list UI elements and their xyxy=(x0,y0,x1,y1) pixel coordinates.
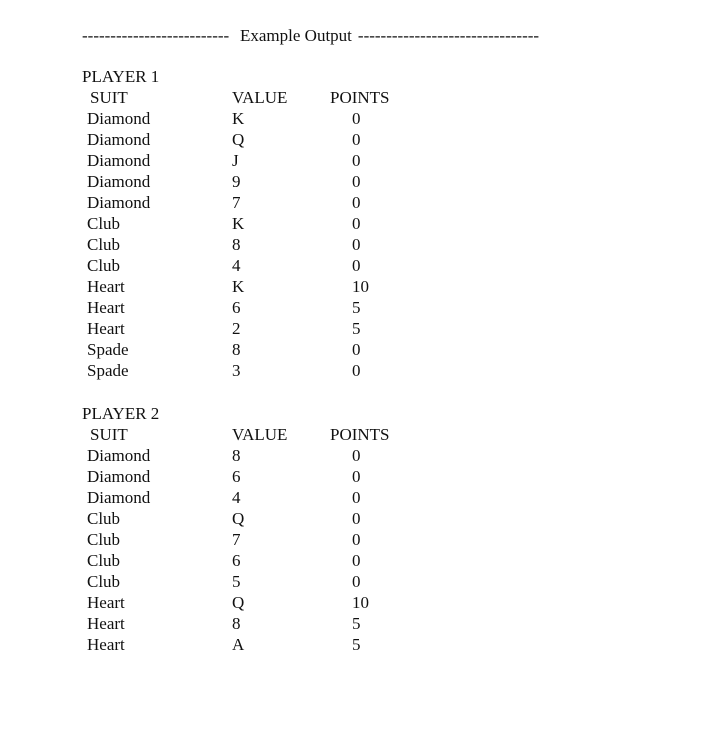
value-cell: 6 xyxy=(232,467,241,486)
example-output-banner xyxy=(82,25,582,47)
value-cell: K xyxy=(232,214,245,233)
player-2-section xyxy=(82,403,482,655)
table-row xyxy=(82,276,482,297)
suit-cell: Heart xyxy=(87,593,125,612)
value-cell: 5 xyxy=(232,572,241,591)
points-cell: 0 xyxy=(352,214,361,233)
value-cell: 7 xyxy=(232,530,241,549)
player-title: PLAYER 1 xyxy=(82,67,160,86)
card-rows xyxy=(82,445,482,655)
table-row xyxy=(82,171,482,192)
points-column-header: POINTS xyxy=(330,88,390,107)
points-cell: 0 xyxy=(352,488,361,507)
table-header-row xyxy=(82,424,482,445)
value-cell: 3 xyxy=(232,361,241,380)
value-cell: 8 xyxy=(232,446,241,465)
points-cell: 0 xyxy=(352,446,361,465)
table-row xyxy=(82,550,482,571)
suit-cell: Club xyxy=(87,530,121,549)
points-cell: 5 xyxy=(352,614,361,633)
value-column-header: VALUE xyxy=(232,425,288,444)
points-cell: 0 xyxy=(352,509,361,528)
value-cell: 8 xyxy=(232,340,241,359)
value-cell: 4 xyxy=(232,488,241,507)
table-row xyxy=(82,234,482,255)
points-cell: 0 xyxy=(352,193,361,212)
value-cell: K xyxy=(232,109,245,128)
table-row xyxy=(82,466,482,487)
value-column-header: VALUE xyxy=(232,88,288,107)
banner-right-dashes: -------------------------------- xyxy=(357,26,540,45)
value-cell: Q xyxy=(232,509,245,528)
player-title: PLAYER 2 xyxy=(82,404,160,423)
value-cell: A xyxy=(232,635,245,654)
banner-title: Example Output xyxy=(240,26,352,45)
value-cell: 7 xyxy=(232,193,241,212)
table-row xyxy=(82,445,482,466)
points-cell: 0 xyxy=(352,551,361,570)
table-row xyxy=(82,529,482,550)
value-cell: Q xyxy=(232,130,245,149)
card-rows xyxy=(82,108,482,381)
suit-cell: Club xyxy=(87,256,121,275)
points-cell: 0 xyxy=(352,572,361,591)
table-row xyxy=(82,318,482,339)
suit-cell: Club xyxy=(87,235,121,254)
suit-cell: Heart xyxy=(87,635,125,654)
value-cell: 6 xyxy=(232,551,241,570)
table-row xyxy=(82,613,482,634)
suit-cell: Diamond xyxy=(87,193,151,212)
value-cell: 8 xyxy=(232,235,241,254)
table-row xyxy=(82,571,482,592)
points-cell: 0 xyxy=(352,467,361,486)
points-cell: 0 xyxy=(352,256,361,275)
points-cell: 0 xyxy=(352,340,361,359)
suit-cell: Diamond xyxy=(87,446,151,465)
value-cell: 9 xyxy=(232,172,241,191)
points-cell: 10 xyxy=(352,593,369,612)
points-cell: 5 xyxy=(352,635,361,654)
table-row xyxy=(82,108,482,129)
suit-cell: Diamond xyxy=(87,130,151,149)
points-cell: 0 xyxy=(352,361,361,380)
suit-cell: Diamond xyxy=(87,467,151,486)
table-row xyxy=(82,592,482,613)
value-cell: Q xyxy=(232,593,245,612)
points-cell: 0 xyxy=(352,151,361,170)
suit-cell: Heart xyxy=(87,319,125,338)
banner-left-dashes: -------------------------- xyxy=(82,26,230,45)
value-cell: 2 xyxy=(232,319,241,338)
table-row xyxy=(82,339,482,360)
suit-cell: Heart xyxy=(87,614,125,633)
table-row xyxy=(82,192,482,213)
suit-cell: Club xyxy=(87,572,121,591)
suit-cell: Diamond xyxy=(87,109,151,128)
table-row xyxy=(82,150,482,171)
table-row xyxy=(82,297,482,318)
suit-cell: Diamond xyxy=(87,488,151,507)
table-row xyxy=(82,129,482,150)
suit-cell: Heart xyxy=(87,277,125,296)
points-cell: 5 xyxy=(352,298,361,317)
table-row xyxy=(82,487,482,508)
suit-cell: Diamond xyxy=(87,151,151,170)
points-column-header: POINTS xyxy=(330,425,390,444)
points-cell: 5 xyxy=(352,319,361,338)
suit-cell: Heart xyxy=(87,298,125,317)
table-row xyxy=(82,213,482,234)
suit-cell: Diamond xyxy=(87,172,151,191)
points-cell: 10 xyxy=(352,277,369,296)
value-cell: K xyxy=(232,277,245,296)
suit-cell: Club xyxy=(87,551,121,570)
value-cell: J xyxy=(232,151,239,170)
points-cell: 0 xyxy=(352,235,361,254)
suit-cell: Spade xyxy=(87,340,129,359)
points-cell: 0 xyxy=(352,530,361,549)
value-cell: 8 xyxy=(232,614,241,633)
value-cell: 4 xyxy=(232,256,241,275)
table-row xyxy=(82,634,482,655)
table-header-row xyxy=(82,87,482,108)
suit-column-header: SUIT xyxy=(90,425,128,444)
table-row xyxy=(82,255,482,276)
table-row xyxy=(82,508,482,529)
suit-column-header: SUIT xyxy=(90,88,128,107)
player-1-section xyxy=(82,66,482,381)
suit-cell: Club xyxy=(87,214,121,233)
points-cell: 0 xyxy=(352,130,361,149)
suit-cell: Spade xyxy=(87,361,129,380)
points-cell: 0 xyxy=(352,109,361,128)
table-row xyxy=(82,360,482,381)
suit-cell: Club xyxy=(87,509,121,528)
value-cell: 6 xyxy=(232,298,241,317)
points-cell: 0 xyxy=(352,172,361,191)
